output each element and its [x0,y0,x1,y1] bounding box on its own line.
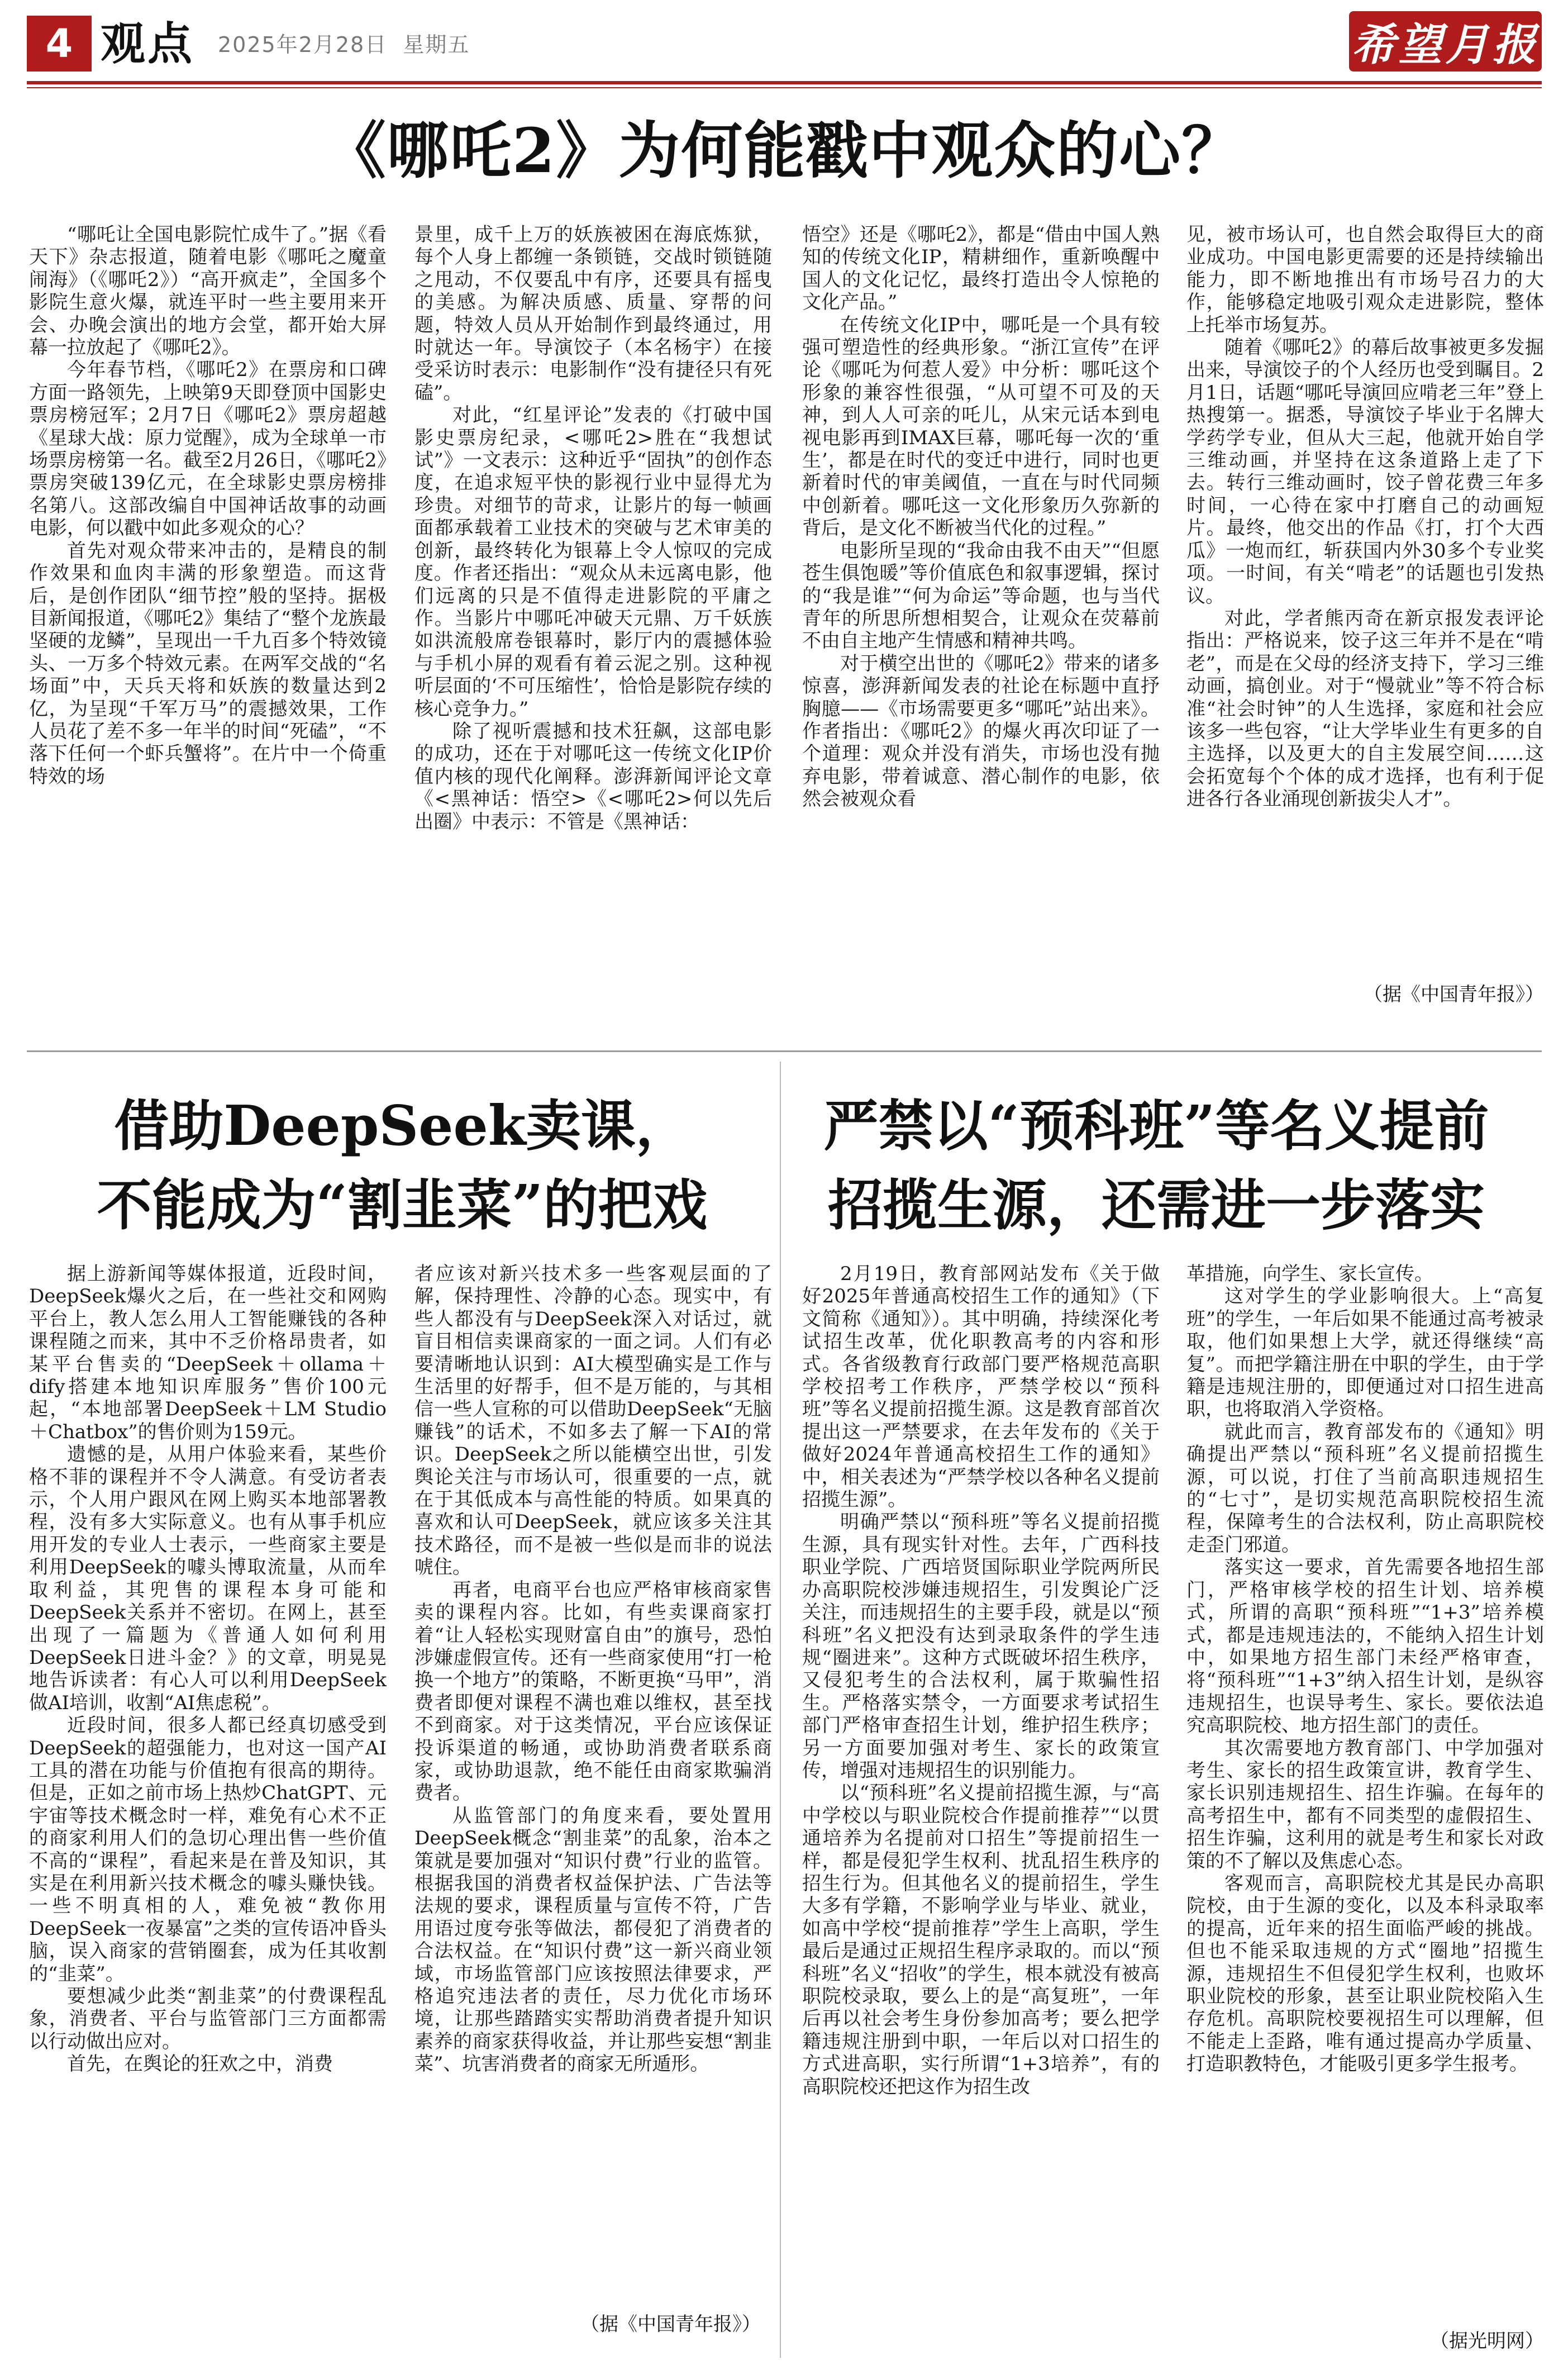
paragraph: 悟空》还是《哪吒2》，都是“借由中国人熟知的传统文化IP，精耕细作，重新唤醒中国人的文化记忆，最终打造出令人惊艳的文化产品。” [802,223,1160,314]
paragraph: 随着《哪吒2》的幕后故事被更多发掘出来，导演饺子的个人经历也受到瞩目。2月1日，话题“哪吒导演回应啃老三年”登上热搜第一。据悉，导演饺子毕业于名牌大学药学专业，但从大三起，他就开始自学三维动画，并坚持在这条道路上走了下去。转行三维动画时，饺子曾花费三年多时间，一心待在家中打磨自己的动画短片。最终，他交出的作品《打，打个大西瓜》一炮而红，斩获国内外30多个专业奖项。一时间，有关“啃老”的话题也引发热议。 [1186,336,1544,607]
paragraph: 以“预科班”名义提前招揽生源，与“高中学校以与职业院校合作提前推荐”“以贯通培养为名提前对口招生”等提前招生一样，都是侵犯学生权利、扰乱招生秩序的招生行为。但其他名义的提前招生，学生大多有学籍，不影响学业与毕业、就业，如高中学校“提前推荐”学生上高职，学生最后是通过正规招生程序录取的。而以“预科班”名义“招收”的学生，根本就没有被高职院校录取，要么上的是“高复班”，一年后再以社会考生身份参加高考；要么把学籍违规注册到中职，一年后以对口招生的方式进高职，实行所谓“1+3培养”，有的高职院校还把这作为招生改 [802,1782,1160,2098]
paragraph: 据上游新闻等媒体报道，近段时间，DeepSeek爆火之后，在一些社交和网购平台上，教人怎么用人工智能赚钱的各种课程随之而来，其中不乏价格昂贵者，如某平台售卖的“DeepSeek＋ollama＋dify搭建本地知识库服务”售价100元起，“本地部署DeepSeek＋LM Studio＋Chatbox”的售价则为159元。 [29,1263,387,1443]
article1-source: （据《中国青年报》） [1364,983,1544,1006]
paragraph: 落实这一要求，首先需要各地招生部门，严格审核学校的招生计划、培养模式，所谓的高职“预科班”“1+3”培养模式，都是违规违法的，不能纳入招生计划中，如果地方招生部门未经严格审查，将“预科班”“1+3”纳入招生计划，是纵容违规招生，也误导考生、家长。要依法追究高职院校、地方招生部门的责任。 [1186,1556,1544,1737]
article3-column-1 [802,1263,1160,2358]
paragraph: 就此而言，教育部发布的《通知》明确提出严禁以“预科班”名义提前招揽生源，可以说，打住了当前高职违规招生的“七寸”，是切实规范高职院校招生流程，保障考生的合法权利，防止高职院校走歪门邪道。 [1186,1420,1544,1556]
article3-title-line2: 招揽生源，还需进一步落实 [827,1173,1485,1238]
section-name: 观点 [101,18,194,70]
paragraph: 者应该对新兴技术多一些客观层面的了解，保持理性、冷静的心态。现实中，有些人都没有与DeepSeek深入对话过，就盲目相信卖课商家的一面之词。人们有必要清晰地认识到：AI大模型确实是工作与生活里的好帮手，但不是万能的，与其相信一些人宣称的可以借助DeepSeek“无脑赚钱”的话术，不如多去了解一下AI的常识。DeepSeek之所以能横空出世，引发舆论关注与市场认可，很重要的一点，就在于其低成本与高性能的特质。如果真的喜欢和认可DeepSeek，就应该多关注其技术路径，而不是被一些似是而非的说法唬住。 [414,1263,772,1579]
paragraph: 今年春节档，《哪吒2》在票房和口碑方面一路领先，上映第9天即登顶中国影史票房榜冠军；2月7日《哪吒2》票房超越《星球大战：原力觉醒》，成为全球单一市场票房榜第一名。截至2月26日，《哪吒2》票房突破139亿元，在全球影史票房榜排名第八。这部改编自中国神话故事的动画电影，何以戳中如此多观众的心？ [29,359,387,540]
paragraph: 对此，“红星评论”发表的《打破中国影史票房纪录，<哪吒2>胜在“我想试试”》一文表示：这种近乎“固执”的创作态度，在追求短平快的影视行业中显得尤为珍贵。对细节的苛求，让影片的每一帧画面都承载着工业技术的突破与艺术审美的创新，最终转化为银幕上令人惊叹的完成度。作者还指出：“观众从未远离电影，他们远离的只是不值得走进影院的平庸之作。当影片中哪吒冲破天元鼎、万千妖族如洪流般席卷银幕时，影厅内的震撼体验与手机小屏的观看有着云泥之别。这种视听层面的‘不可压缩性’，恰恰是影院存续的核心竞争力。” [414,404,772,720]
paragraph: 在传统文化IP中，哪吒是一个具有较强可塑造性的经典形象。“浙江宣传”在评论《哪吒为何惹人爱》中分析：哪吒这个形象的兼容性很强，“从可望不可及的天神，到人人可亲的吒儿，从宋元话本到电视电影再到IMAX巨幕，哪吒每一次的‘重生’，都是在时代的变迁中进行，同时也更新着时代的审美阈值，一直在与时代同频中创新着。哪吒这一文化形象历久弥新的背后，是文化不断被当代化的过程。” [802,313,1160,540]
weekday-text: 星期五 [403,32,470,57]
article2-source: （据《中国青年报》） [580,2313,761,2336]
paragraph: 其次需要地方教育部门、中学加强对考生、家长的招生政策宣讲，教育学生、家长识别违规招生、招生诈骗。在每年的高考招生中，都有不同类型的虚假招生、招生诈骗，这利用的就是考生和家长对政策的不了解以及焦虑心态。 [1186,1737,1544,1872]
issue-date [218,28,470,61]
paragraph: 见，被市场认可，也自然会取得巨大的商业成功。中国电影更需要的还是持续输出能力，即不断地推出有市场号召力的大作，能够稳定地吸引观众走进影院，整体上托举市场复苏。 [1186,223,1544,336]
paragraph: 2月19日，教育部网站发布《关于做好2025年普通高校招生工作的通知》（下文简称《通知》）。其中明确，持续深化考试招生改革，优化职教高考的内容和形式。各省级教育行政部门要严格规范高职学校招考工作秩序，严禁学校以“预科班”等名义提前招揽生源。这是教育部首次提出这一严禁要求，在去年发布的《关于做好2024年普通高校招生工作的通知》中，相关表述为“严禁学校以各种名义提前招揽生源”。 [802,1263,1160,1511]
paragraph: 客观而言，高职院校尤其是民办高职院校，由于生源的变化，以及本科录取率的提高，近年来的招生面临严峻的挑战。但也不能采取违规的方式“圈地”招揽生源，违规招生不但侵犯学生权利，也败坏职业院校的形象，甚至让职业院校陷入生存危机。高职院校要视招生可以理解，但不能走上歪路，唯有通过提高办学质量、打造职教特色，才能吸引更多学生报考。 [1186,1872,1544,2076]
paragraph: 除了视听震撼和技术狂飙，这部电影的成功，还在于对哪吒这一传统文化IP价值内核的现代化阐释。澎湃新闻评论文章《<黑神话：悟空>《<哪吒2>何以先后出圈》中表示：不管是《黑神话： [414,720,772,833]
article2-title [67,1087,737,1245]
header-rule-thin [27,87,1542,88]
article3-title-line1: 严禁以“预科班”等名义提前 [823,1094,1489,1158]
paragraph: 明确严禁以“预科班”等名义提前招揽生源，具有现实针对性。去年，广西科技职业学院、广西培贤国际职业学院两所民办高职院校涉嫌违规招生，引发舆论广泛关注，而违规招生的主要手段，就是以“预科班”名义把没有达到录取条件的学生违规“圈进来”。这种方式既破坏招生秩序，又侵犯考生的合法权利，属于欺骗性招生。严格落实禁令，一方面要求考试招生部门严格审查招生计划，维护招生秩序；另一方面要加强对考生、家长的政策宣传，增强对违规招生的识别能力。 [802,1511,1160,1782]
paragraph: 首先，在舆论的狂欢之中，消费 [67,2053,333,2076]
article1-column-1 [29,223,387,1017]
paragraph: 对此，学者熊丙奇在新京报发表评论指出：严格说来，饺子这三年并不是在“啃老”，而是在父母的经济支持下，学习三维动画，搞创业。对于“慢就业”等不符合标准“社会时钟”的人生选择，家庭和社会应该多一些包容，“让大学毕业生有更多的自主选择，以及更大的自主发展空间……这会拓宽每个个体的成才选择，也有利于促进各行各业涌现创新拔尖人才”。 [1186,607,1544,811]
paragraph: 对于横空出世的《哪吒2》带来的诸多惊喜，澎湃新闻发表的社论在标题中直抒胸臆——《市场需要更多“哪吒”站出来》。作者指出：《哪吒2》的爆火再次印证了一个道理：观众并没有消失，市场也没有抛弃电影，带着诚意、潜心制作的电影，依然会被观众看 [802,652,1160,811]
paragraph: 革措施，向学生、家长宣传。 [1186,1263,1433,1285]
article3-column-2 [1186,1263,1544,2324]
newspaper-logo: 希望月报 [1349,11,1542,72]
article2-column-1 [29,1263,387,2358]
paragraph: 这对学生的学业影响很大。上“高复班”的学生，一年后如果不能通过高考被录取，他们如果想上大学，就还得继续“高复”。而把学籍注册在中职的学生，由于学籍是违规注册的，即便通过对口招生进高职，也将取消入学资格。 [1186,1285,1544,1421]
article2-title-line1: 借助DeepSeek卖课， [114,1094,690,1158]
section-divider [27,1050,1542,1052]
date-text: 2025年2月28日 [218,32,388,57]
article2-column-2 [414,1263,772,2313]
article2-title-line2: 不能成为“割韭菜”的把戏 [97,1173,708,1238]
paragraph: 首先对观众带来冲击的，是精良的制作效果和血肉丰满的形象塑造。而这背后，是创作团队“细节控”般的坚持。据极目新闻报道，《哪吒2》集结了“整个龙族最坚硬的龙鳞”，呈现出一千九百多个特效镜头、一万多个特效元素。在两军交战的“名场面”中，天兵天将和妖族的数量达到2亿，为呈现“千军万马”的震撼效果，工作人员花了差不多一年半的时间“死磕”，“不落下任何一个虾兵蟹将”。在片中一个倚重特效的场 [29,539,387,788]
article1-column-2 [414,223,772,1017]
paragraph: “哪吒让全国电影院忙成牛了。”据《看天下》杂志报道，随着电影《哪吒之魔童闹海》（《哪吒2》）“高开疯走”，全国多个影院生意火爆，就连平时一些主要用来开会、办晚会演出的地方会堂，都开始大屏幕一拉放起了《哪吒2》。 [29,223,387,359]
paragraph: 近段时间，很多人都已经真切感受到DeepSeek的超强能力，也对这一国产AI工具的潜在功能与价值抱有很高的期待。但是，正如之前市场上热炒ChatGPT、元宇宙等技术概念时一样，难免有心术不正的商家利用人们的急切心理出售一些价值不高的“课程”，看起来是在普及知识，其实是在利用新兴技术概念的噱头赚快钱。一些不明真相的人，难免被“教你用DeepSeek一夜暴富”之类的宣传语冲昏头脑，误入商家的营销圈套，成为任其收割的“韭菜”。 [29,1714,387,1985]
article3-title [793,1087,1519,1245]
paragraph: 再者，电商平台也应严格审核商家售卖的课程内容。比如，有些卖课商家打着“让人轻松实现财富自由”的旗号，恐怕涉嫌虚假宣传。还有一些商家使用“打一枪换一个地方”的策略，不断更换“马甲”，消费者即便对课程不满也难以维权，甚至找不到商家。对于这类情况，平台应该保证投诉渠道的畅通，或协助消费者联系商家，或协助退款，绝不能任由商家欺骗消费者。 [414,1578,772,1805]
header-rule [27,81,1542,84]
column-divider [780,1062,781,2358]
article1-column-3 [802,223,1160,1017]
article3-source: （据光明网） [1430,2330,1544,2352]
article1-title: 《哪吒2》为何能戳中观众的心？ [324,115,1245,187]
paragraph: 从监管部门的角度来看，要处置用DeepSeek概念“割韭菜”的乱象，治本之策就是要加强对“知识付费”行业的监管。根据我国的消费者权益保护法、广告法等法规的要求，课程质量与宣传不符，广告用语过度夸张等做法，都侵犯了消费者的合法权益。在“知识付费”这一新兴商业领域，市场监管部门应该按照法律要求，严格追究违法者的责任，尽力优化市场环境，让那些踏踏实实帮助消费者提升知识素养的商家获得收益，并让那些妄想“割韭菜”、坑害消费者的商家无所遁形。 [414,1804,772,2076]
page-number: 4 [27,16,92,72]
paragraph: 遗憾的是，从用户体验来看，某些价格不菲的课程并不令人满意。有受访者表示，个人用户跟风在网上购买本地部署教程，没有多大实际意义。也有从事手机应用开发的专业人士表示，一些商家主要是利用DeepSeek的噱头博取流量，从而牟取利益，其兜售的课程本身可能和DeepSeek关系并不密切。在网上，甚至出现了一篇题为《普通人如何利用DeepSeek日进斗金？》的文章，明晃晃地告诉读者：有心人可以利用DeepSeek做AI培训，收割“AI焦虑税”。 [29,1443,387,1714]
article1-column-4 [1186,223,1544,983]
paragraph: 景里，成千上万的妖族被困在海底炼狱，每个人身上都缠一条锁链，交战时锁链随之甩动，不仅要乱中有序，还要具有摇曳的美感。为解决质感、质量、穿帮的问题，特效人员从开始制作到最终通过，用时就达一年。导演饺子（本名杨宇）在接受采访时表示：电影制作“没有捷径只有死磕”。 [414,223,772,404]
paragraph: 电影所呈现的“我命由我不由天”“但愿苍生俱饱暖”等价值底色和叙事逻辑，探讨的“我是谁”“何为命运”等命题，也与当代青年的所思所想相契合，让观众在荧幕前不由自主地产生情感和精神共鸣。 [802,539,1160,653]
paragraph: 要想减少此类“割韭菜”的付费课程乱象，消费者、平台与监管部门三方面都需以行动做出应对。 [29,1985,387,2053]
